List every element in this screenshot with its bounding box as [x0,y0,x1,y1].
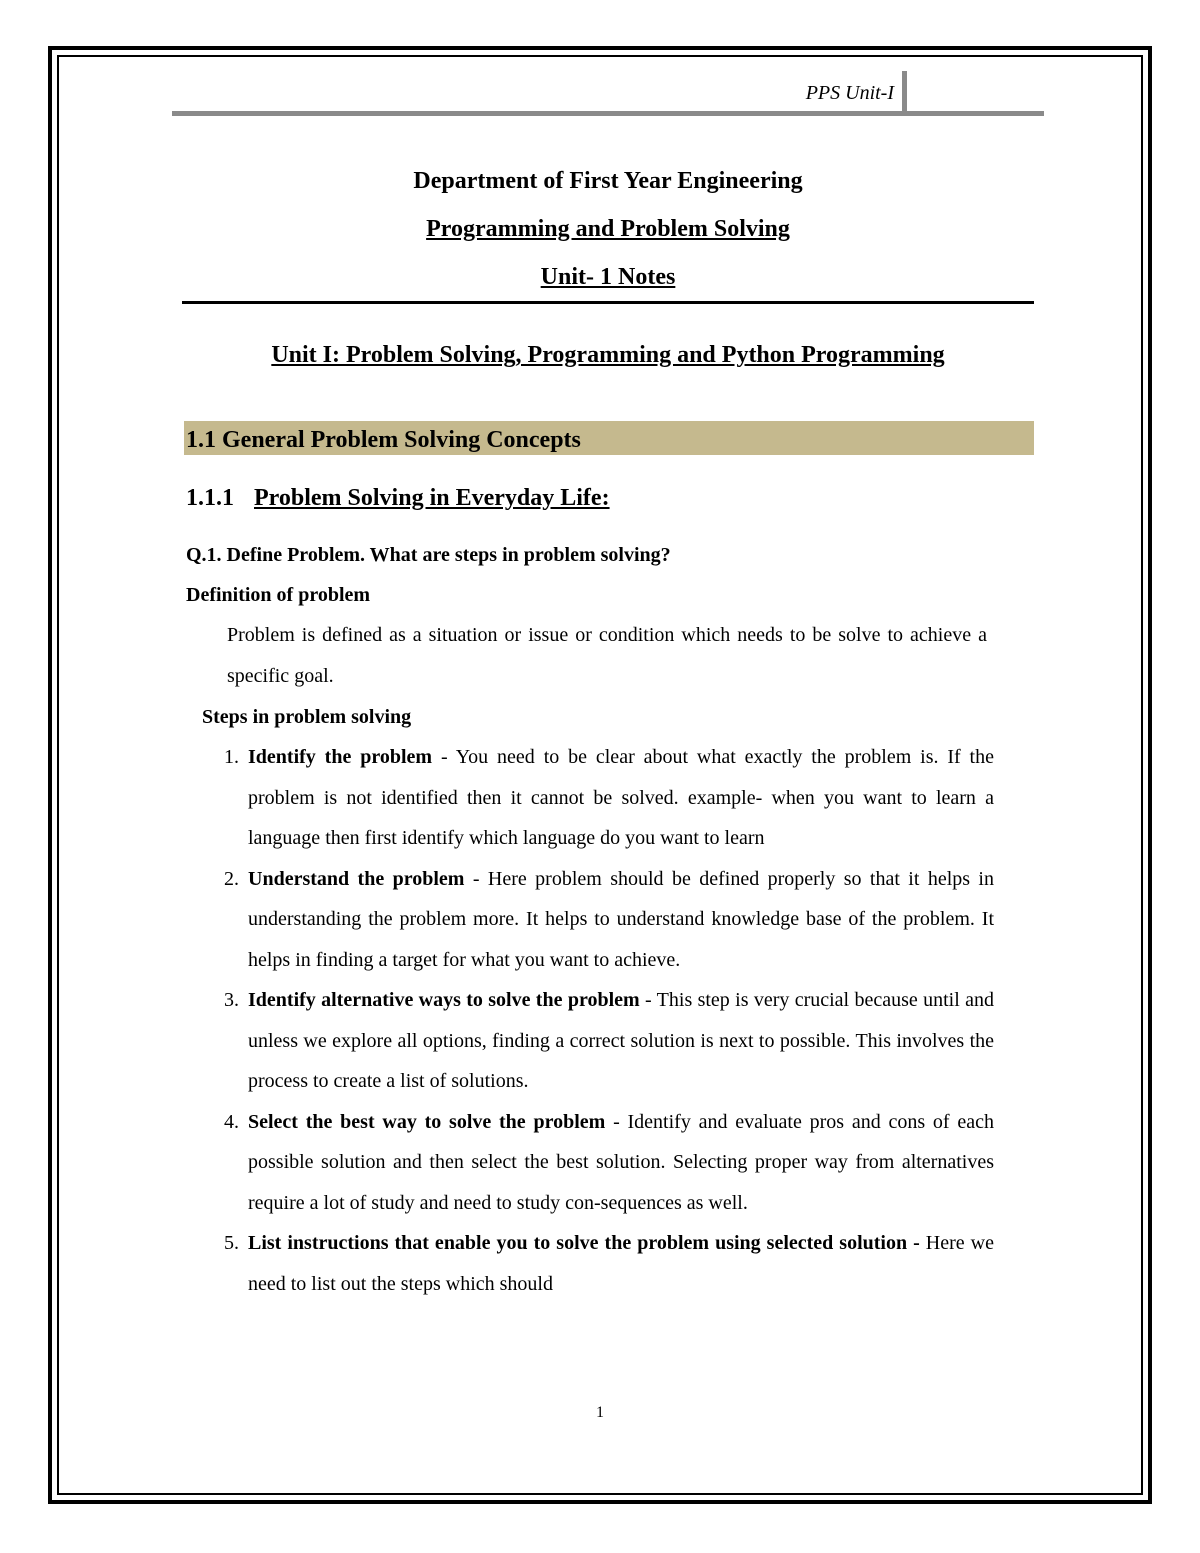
step-title: List instructions that enable you to solve the problem using selected solution - [248,1232,920,1254]
notes-title: Unit- 1 Notes [540,264,676,290]
definition-body: Problem is defined as a situation or issue or condition which needs to be solve to achieve a specific goal. [227,624,987,687]
step-number: 5. [224,1232,239,1254]
steps-heading: Steps in problem solving [202,706,412,728]
step-number: 1. [224,746,239,768]
list-item [218,1102,994,1224]
running-header: PPS Unit-I [805,82,894,104]
question: Q.1. Define Problem. What are steps in problem solving? [186,544,671,566]
step-title: Select the best way to solve the problem [248,1110,606,1133]
step-number: 3. [224,989,239,1011]
step-title: Identify alternative ways to solve the problem [248,989,640,1011]
section-heading: 1.1 General Problem Solving Concepts [184,421,1034,455]
header-horizontal-rule [172,111,1044,116]
subsection-title: Problem Solving in Everyday Life: [254,485,610,511]
page-number: 1 [596,1404,604,1421]
step-title: Understand the problem [248,867,465,890]
subject-title: Programming and Problem Solving [426,216,790,242]
step-text: - This step is very crucial because until and unless we explore all options, finding a correct solution is next to possible. This involves the process to create a list of solutions. [248,989,994,1092]
department-title: Department of First Year Engineering [413,168,803,194]
step-number: 2. [224,867,239,890]
header-vertical-rule [902,71,907,114]
step-text: - Here problem should be defined properly so that it helps in understanding the problem more. It helps to understand knowledge base of the problem. It helps in finding a target for what you want to achieve. [248,867,994,971]
unit-heading: Unit I: Problem Solving, Programming and Python Programming [271,342,945,368]
step-title: Identify the problem [248,746,433,768]
step-text: - You need to be clear about what exactly the problem is. If the problem is not identified then it cannot be solved. example- when you want to learn a language then first identify which language do you want to learn [248,746,994,849]
step-text: Here we need to list out the steps which should [248,1232,994,1295]
list-item [218,1223,994,1304]
subsection-heading [186,481,610,515]
subsection-number: 1.1.1 [186,485,234,511]
list-item [218,737,994,859]
definition-heading: Definition of problem [186,584,371,606]
list-item [218,980,994,1102]
title-divider [182,301,1034,304]
title-block [182,157,1034,301]
step-text: - Identify and evaluate pros and cons of each possible solution and then select the best solution. Selecting proper way from alternatives require a lot of study and need to study con-sequences as well. [248,1110,994,1214]
step-number: 4. [224,1110,239,1133]
steps-list [218,737,994,1304]
list-item [218,859,994,981]
